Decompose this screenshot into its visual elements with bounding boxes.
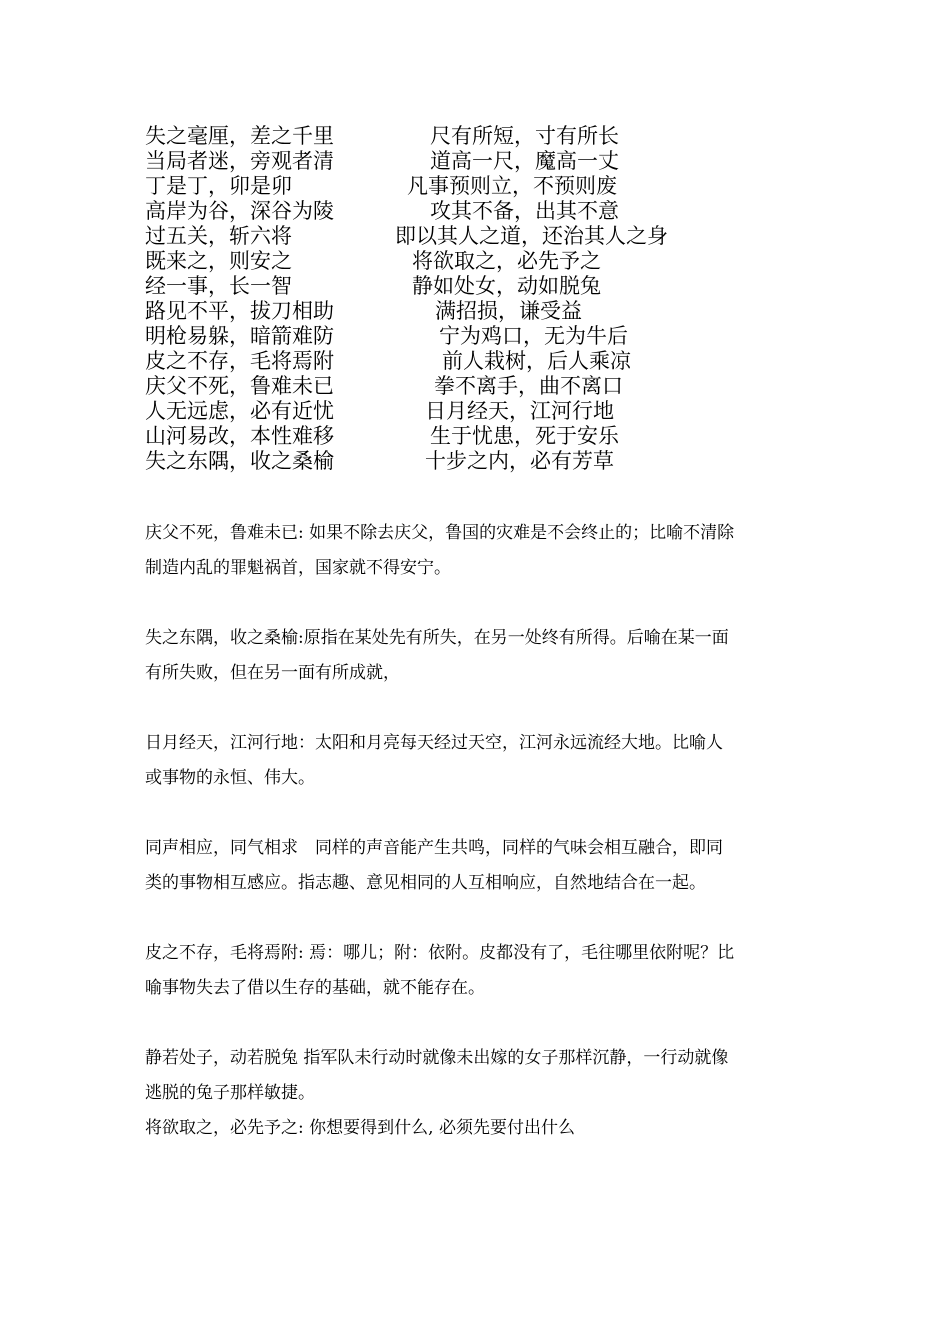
explanation-line: 庆父不死，鲁难未已: 如果不除去庆父，鲁国的灾难是不会终止的；比喻不清除: [145, 523, 735, 543]
idiom-row: [145, 274, 825, 299]
idiom-row: [145, 224, 825, 249]
paragraph-gap: [145, 586, 810, 621]
explanation-line: 失之东隅，收之桑榆:原指在某处先有所失，在另一处终有所得。后喻在某一面: [145, 628, 729, 648]
explanation-line: 同声相应，同气相求 同样的声音能产生共鸣，同样的气味会相互融合，即同: [145, 838, 723, 858]
idiom-right: 生于忧患，死于安乐: [430, 424, 619, 448]
idiom-right: 尺有所短，寸有所长: [430, 124, 619, 148]
explanation-line: 喻事物失去了借以生存的基础，就不能存在。: [145, 978, 485, 998]
idiom-right: 宁为鸡口，无为牛后: [439, 324, 628, 348]
idiom-row: [145, 349, 825, 374]
idiom-right: 将欲取之，必先予之: [412, 249, 601, 273]
idiom-row: [145, 449, 825, 474]
explanation-line: 制造内乱的罪魁祸首，国家就不得安宁。: [145, 558, 451, 578]
idiom-right: 即以其人之道，还治其人之身: [395, 224, 668, 248]
explanation-line: 日月经天，江河行地：太阳和月亮每天经过天空，江河永远流经大地。比喻人: [145, 733, 723, 753]
idiom-left: 山河易改，本性难移: [145, 424, 334, 448]
explanation-line: 有所失败，但在另一面有所成就，: [145, 663, 400, 683]
idiom-right: 静如处女，动如脱兔: [412, 274, 601, 298]
idiom-left: 皮之不存，毛将焉附: [145, 349, 334, 373]
paragraph-gap: [145, 1006, 810, 1041]
idiom-left: 人无远虑，必有近忧: [145, 399, 334, 423]
final-line: 将欲取之，必先予之: 你想要得到什么, 必须先要付出什么: [145, 1118, 575, 1138]
idiom-left: 当局者迷，旁观者清: [145, 149, 334, 173]
idiom-left: 明枪易躲，暗箭难防: [145, 324, 334, 348]
idiom-left: 经一事，长一智: [145, 274, 292, 298]
idiom-row: [145, 324, 825, 349]
idiom-right: 满招损，谦受益: [435, 299, 582, 323]
idiom-right: 凡事预则立，不预则废: [407, 174, 617, 198]
idiom-row: [145, 124, 825, 149]
idiom-row: [145, 174, 825, 199]
idiom-row: [145, 249, 825, 274]
idiom-row: [145, 299, 825, 324]
idiom-left: 既来之，则安之: [145, 249, 292, 273]
idiom-list: [145, 124, 825, 474]
paragraph-gap: [145, 796, 810, 831]
idiom-left: 庆父不死，鲁难未已: [145, 374, 334, 398]
idiom-row: [145, 424, 825, 449]
explanation-line: 类的事物相互感应。指志趣、意见相同的人互相响应，自然地结合在一起。: [145, 873, 706, 893]
idiom-left: 丁是丁，卯是卯: [145, 174, 292, 198]
explanation-line: 皮之不存，毛将焉附: 焉：哪儿；附：依附。皮都没有了，毛往哪里依附呢？比: [145, 943, 735, 963]
idiom-left: 失之毫厘，差之千里: [145, 124, 334, 148]
idiom-row: [145, 199, 825, 224]
idiom-right: 道高一尺，魔高一丈: [430, 149, 619, 173]
idiom-row: [145, 374, 825, 399]
idiom-right: 十步之内，必有芳草: [425, 449, 614, 473]
idiom-left: 过五关，斩六将: [145, 224, 292, 248]
idiom-left: 路见不平，拔刀相助: [145, 299, 334, 323]
idiom-right: 攻其不备，出其不意: [430, 199, 619, 223]
explanation-line: 逃脱的兔子那样敏捷。: [145, 1083, 315, 1103]
idiom-left: 高岸为谷，深谷为陵: [145, 199, 334, 223]
idiom-right: 拳不离手，曲不离口: [434, 374, 623, 398]
idiom-right: 前人栽树，后人乘凉: [442, 349, 631, 373]
idiom-row: [145, 149, 825, 174]
idiom-left: 失之东隅，收之桑榆: [145, 449, 334, 473]
explanation-line: 静若处子，动若脱兔 指军队未行动时就像未出嫁的女子那样沉静，一行动就像: [145, 1048, 729, 1068]
explanation-list: [145, 516, 810, 1146]
paragraph-gap: [145, 901, 810, 936]
paragraph-gap: [145, 691, 810, 726]
explanation-line: 或事物的永恒、伟大。: [145, 768, 315, 788]
idiom-row: [145, 399, 825, 424]
idiom-right: 日月经天，江河行地: [425, 399, 614, 423]
